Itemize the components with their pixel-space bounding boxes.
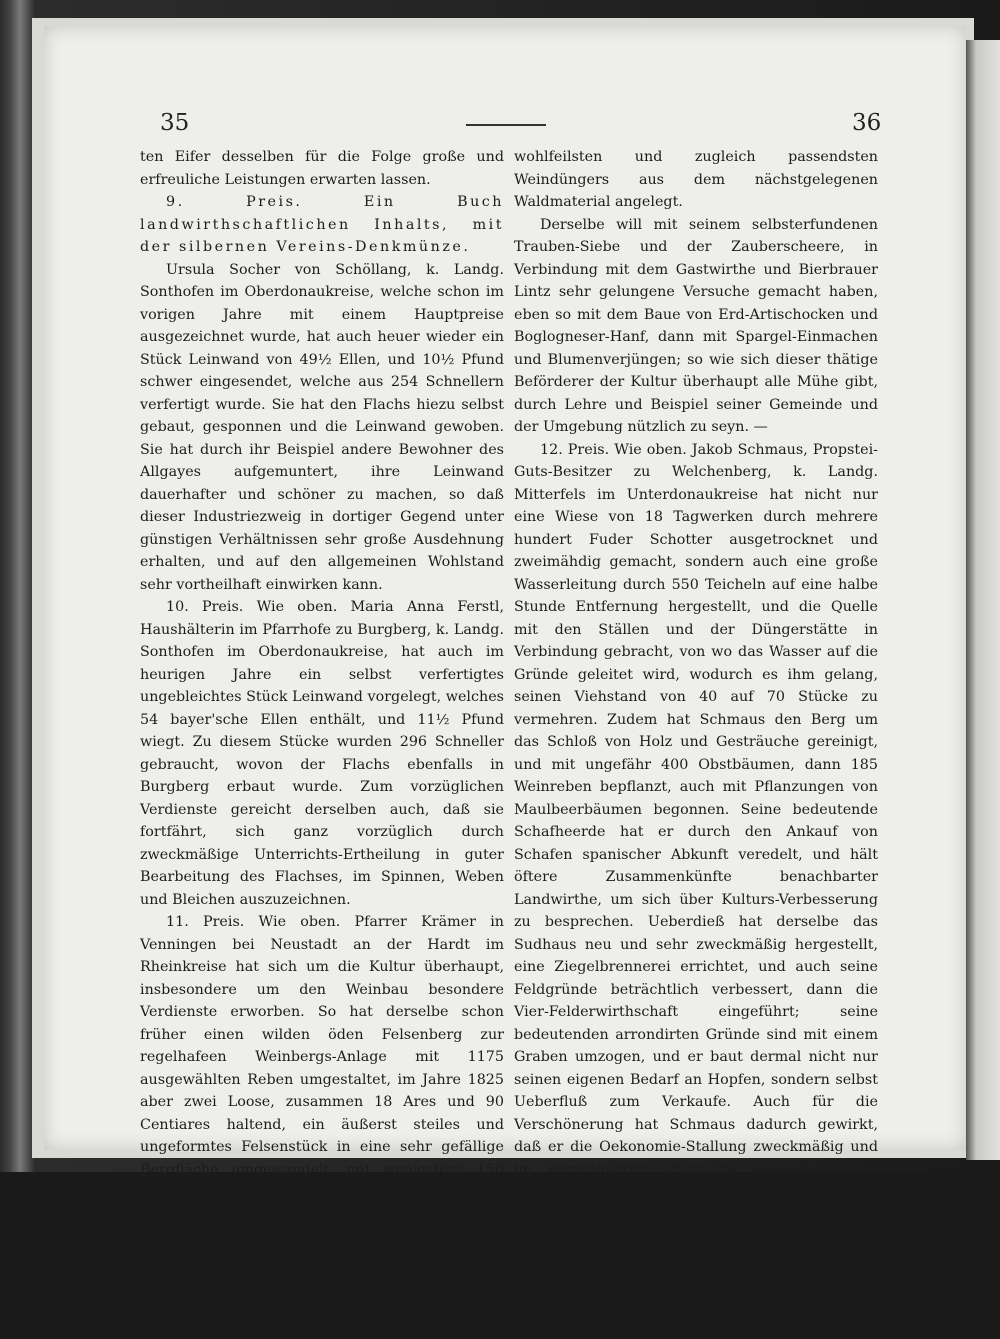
paragraph: 13. Preis. Wie oben. Michael Vetter, Bauer von Buch, k. Landg. Neunburg vorm Wald im Regenkreise hat sich um Beförderung und Veredlung der	[514, 1251, 879, 1335]
left-column	[140, 146, 504, 1316]
page-number-left: 35	[160, 110, 190, 136]
paragraph: Derselbe will mit seinem selbsterfundenen Trauben-Siebe und der Zauberscheere, in Verbindung mit dem Gastwirthe und Bierbrauer Lintz sehr gelungene Versuche gemacht haben, eben so mit dem Baue von Erd-Artischocken und Boglogneser-Hanf, dann mit Spargel-Einmachen und Blumenverjüngen; so wie sich dieser thätige Beförderer der Kultur überhaupt alle Mühe gibt, durch Lehre und Beispiel seiner Gemeinde und der Umgebung nützlich zu seyn. —	[514, 216, 878, 435]
book-page	[44, 26, 966, 1335]
prize-heading: 9. Preis. Ein Buch landwirthschaftlichen Inhalts, mit der silbernen Vereins-Denkmünze.	[140, 194, 504, 255]
page-header	[44, 104, 966, 144]
right-column	[514, 146, 878, 1339]
paragraph: 11. Preis. Wie oben. Pfarrer Krämer in Venningen bei Neustadt an der Hardt im Rheinkreise hat sich um die Kultur überhaupt, insbesondere um den Weinbau besondere Verdienste erworben. So hat derselbe schon früher einen wilden öden Felsenberg zur regelhafeen Weinbergs-Anlage mit 1175 ausgewählten Reben umgestaltet, im Jahre 1825 aber zwei Loose, zusammen 18 Ares und 90 Centiares haltend, ein äußerst steiles und ungeformtes Felsenstück in eine sehr gefällige Bergfläche umgewandelt, mit wenigstens 150 Klaftern Mauern versichert, und mit 2616 selbst erzogenen Reben von 5 ausgesuchten Hauptsorten, mittels des von ihm öffentlich aufgestellten Weinsetzbohrers besetzt, dann am Fuße des Berges eine Weinrebschule, und eine regelmäßige Dungstätte zur Bereitung des	[140, 914, 504, 1313]
paragraph: 12. Preis. Wie oben. Jakob Schmaus, Propstei-Guts-Besitzer zu Welchenberg, k. Landg. Mitterfels im Unterdonaukreise hat nicht nur eine Wiese von 18 Tagwerken durch mehrere hundert Fuder Schotter ausgetrocknet und zweimähdig gemacht, sondern auch eine große Wasserleitung durch 550 Teicheln auf eine halbe Stunde Entfernung hergestellt, und die Quelle mit den Ställen und der Düngerstätte in Verbindung gebracht, von wo das Wasser auf die Gründe geleitet wird, wodurch es ihm gelang, seinen Viehstand von 40 auf 70 Stücke zu vermehren. Zudem hat Schmaus den Berg um das Schloß von Holz und Gesträuche gereinigt, und mit ungefähr 400 Obstbäumen, dann 185 Weinreben bepflanzt, auch mit Pflanzungen von Maulbeerbäumen begonnen. Seine bedeutende Schafheerde hat er durch den Ankauf von Schafen spanischer Abkunft veredelt, und hält öftere Zusammenkünfte benachbarter Landwirthe, um sich über Kulturs-Verbesserung zu besprechen. Ueberdieß hat derselbe das Sudhaus neu und sehr zweckmäßig hergestellt, eine Ziegelbrennerei errichtet, und auch seine Feldgründe beträchtlich verbessert, dann die Vier-Felderwirthschaft eingeführt; seine bedeutenden arrondirten Gründe sind mit einem Graben umzogen, und er baut dermal nicht nur seinen eigenen Bedarf an Hopfen, sondern selbst Ueberfluß zum Verkaufe. Auch für die Verschönerung hat Schmaus dadurch gewirkt, daß er die Oekonomie-Stallung zweckmäßig und im verschönerten Zustande hergestellt, und durch das erbaute Bräuhaus mit in Verbindung stehendem Wirthshause dem Orte Welchenberg eine gefälligere Ansicht verschaffte.	[514, 441, 878, 1245]
page-number-right: 36	[852, 110, 882, 136]
page-edge-right	[966, 40, 1000, 1160]
paragraph: 10. Preis. Wie oben. Maria Anna Ferstl, Haushälterin im Pfarrhofe zu Burgberg, k. Landg. Sonthofen im Oberdonaukreise, hat auch im heurigen Jahre ein selbst verfertigtes ungebleichtes Stück Leinwand vorgelegt, welches 54 bayer'sche Ellen enthält, und 11½ Pfund wiegt. Zu diesem Stücke wurden 296 Schneller gebraucht, wovon der Flachs ebenfalls in Burgberg erbaut wurde. Zum vorzüglichen Verdienste gereicht derselben auch, daß sie fortfährt, sich ganz vorzüglich durch zweckmäßige Unterrichts-Ertheilung in guter Bearbeitung des Flachses, im Spinnen, Weben und Bleichen auszuzeichnen.	[140, 599, 504, 908]
paragraph: wohlfeilsten und zugleich passendsten Weindüngers aus dem nächstgelegenen Waldmaterial angelegt.	[514, 149, 878, 210]
paragraph: ten Eifer desselben für die Folge große und erfreuliche Leistungen erwarten lassen.	[140, 149, 504, 188]
header-rule	[466, 124, 546, 126]
paragraph: Ursula Socher von Schöllang, k. Landg. Sonthofen im Oberdonaukreise, welche schon im vorigen Jahre mit einem Hauptpreise ausgezeichnet wurde, hat auch heuer wieder ein Stück Leinwand von 49½ Ellen, und 10½ Pfund schwer eingesendet, welche aus 254 Schnellern verfertigt wurde. Sie hat den Flachs hiezu selbst gebaut, gesponnen und die Leinwand gewoben. Sie hat durch ihr Beispiel andere Bewohner des Allgayes aufgemuntert, ihre Leinwand dauerhafter und schöner zu machen, so daß dieser Industriezweig in dortiger Gegend unter günstigen Verhältnissen sehr große Ausdehnung erhalten, und auf den allgemeinen Wohlstand sehr vortheilhaft einwirken kann.	[140, 261, 504, 593]
